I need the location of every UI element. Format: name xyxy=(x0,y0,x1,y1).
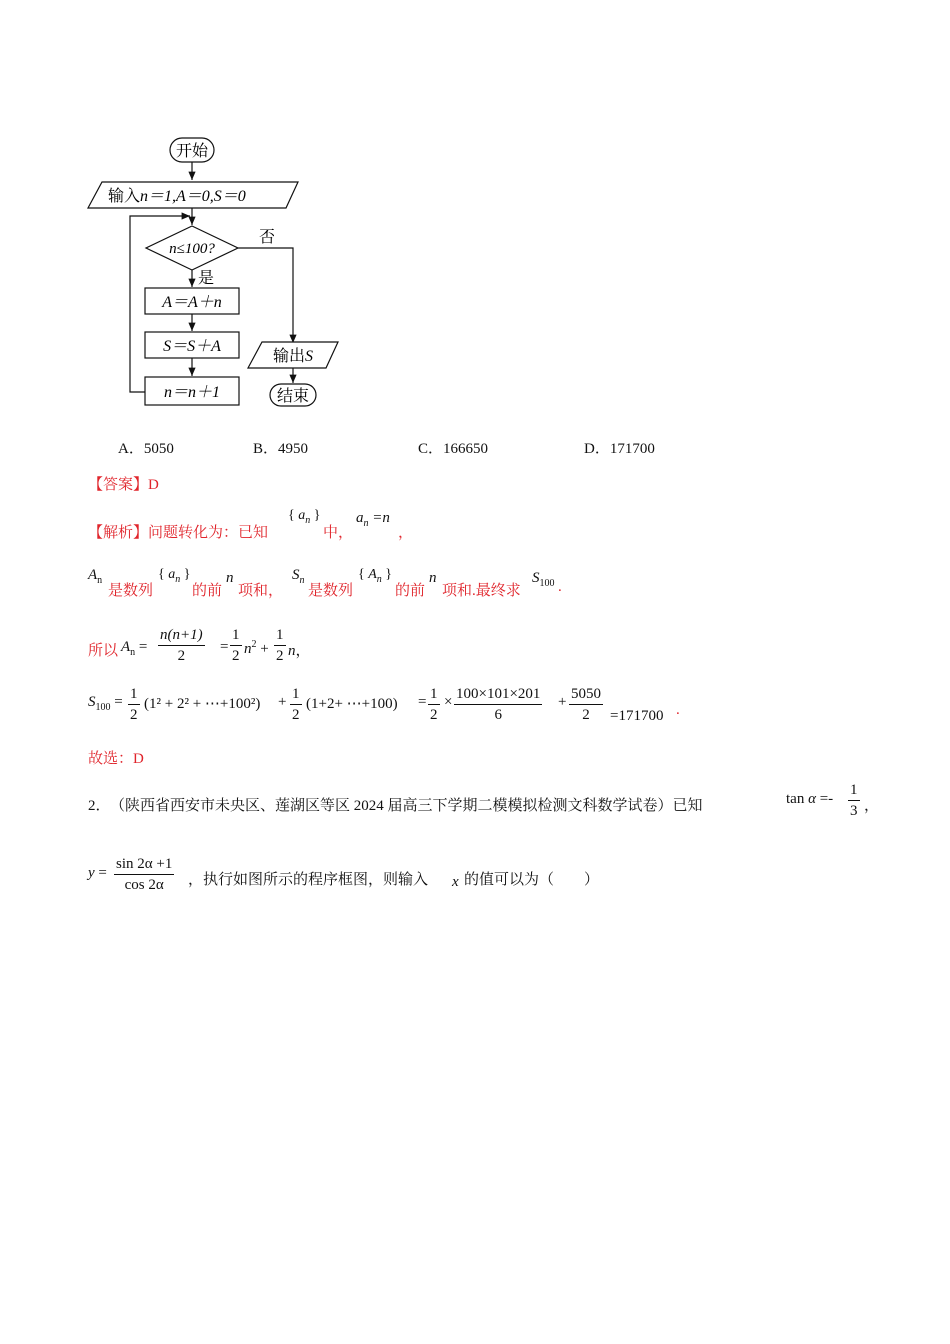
option-b: B．4950 xyxy=(253,441,309,457)
step-s-label: S＝S＋A xyxy=(163,338,221,355)
an-eq-n: $a_n =n$ xyxy=(356,510,390,529)
output-label: 输出S xyxy=(272,348,314,365)
answer-label: 【答案】 xyxy=(88,477,149,493)
set-a-n: { $a_n$ } xyxy=(288,508,321,526)
yes-label: 是 xyxy=(198,270,215,287)
input-label: 输入n＝1,A＝0,S＝0 xyxy=(108,188,246,205)
question-source: （陕西省西安市未央区、莲湖区等区 2024 届高三下学期二模模拟检测文科数学试卷）已知 xyxy=(110,798,703,814)
conclusion-line: 故选：D xyxy=(88,751,144,767)
analysis-label: 【解析】问题转化为：已知 xyxy=(88,525,269,541)
question-number: 2． xyxy=(88,798,111,814)
option-d: D．171700 xyxy=(584,441,655,457)
decision-label: n≤100? xyxy=(169,241,215,257)
answer-value: D xyxy=(148,477,159,493)
question-2-line-2: y = $\frac{\sin 2\alpha +1}{\cos 2\alpha}$ ，执行如图所示的程序框图，则输入 x 的值可以为（ ） xyxy=(88,856,600,893)
flowchart xyxy=(80,130,360,415)
answer-line xyxy=(88,473,159,494)
question-2-line-1: 2． （陕西省西安市未央区、莲湖区等区 2024 届高三下学期二模模拟检测文科数学试卷）已知 tan α =- $\frac{1}{3}$ ， xyxy=(88,782,880,819)
option-c: C．166650 xyxy=(418,441,489,457)
end-label: 结束 xyxy=(276,388,310,405)
start-label: 开始 xyxy=(175,143,209,160)
analysis-line-2: $A_n$ 是数列 { $a_n$ } 的前 n 项和， $S_n$ 是数列 { $A_n$ } 的前 n 项和.最终求 $S_{100}$ . xyxy=(88,567,562,599)
step-n-label: n＝n＋1 xyxy=(163,384,221,401)
step-a-label: A＝A＋n xyxy=(162,294,222,311)
option-a: A．5050 xyxy=(118,441,174,457)
no-label: 否 xyxy=(259,229,276,246)
formula-s-100: $S_{100}$ = $\frac{1}{2}$ (1² + 2² + ⋯+100²) + $\frac{1}{2}$ (1+2+ ⋯+100) = $\frac{1}{2}$ × $\frac{100\times 101\times 201}{6}$ + $\frac{5050}{2}$ =171700 . xyxy=(88,686,680,724)
